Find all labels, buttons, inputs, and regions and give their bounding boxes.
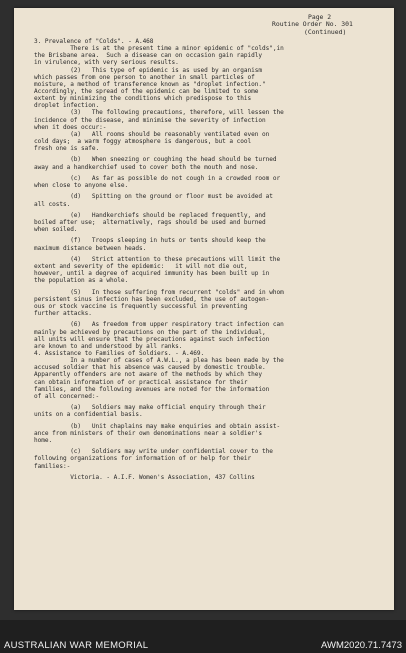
routine-order-number: Routine Order No. 301: [272, 20, 353, 29]
text-line: the population as a whole.: [34, 277, 129, 285]
text-line: (f) Troops sleeping in huts or tents should keep the: [34, 237, 266, 245]
text-line: further attacks.: [34, 310, 92, 318]
archive-reference: AWM2020.71.7473: [321, 640, 402, 651]
text-line: cold days; a warm foggy atmosphere is dangerous, but a cool: [34, 137, 252, 145]
text-line: incidence of the disease, and minimise the severity of infection: [34, 116, 266, 124]
text-line: persistent sinus infection has been excluded, the use of autogen-: [34, 295, 270, 303]
text-line: (6) As freedom from upper respiratory tract infection can: [34, 321, 284, 329]
text-line: which passes from one person to another in small particles of: [34, 73, 255, 81]
text-line: (a) Soldiers may make official enquiry through their: [34, 404, 266, 412]
text-line: when it does occur:-: [34, 123, 107, 131]
text-line: units on a confidential basis.: [34, 411, 143, 419]
text-line: mainly be achieved by precautions on the part of the individual,: [34, 328, 266, 336]
text-line: (e) Handkerchiefs should be replaced frequently, and: [34, 211, 266, 219]
text-line: (b) When sneezing or coughing the head should be turned: [34, 156, 277, 164]
text-line: 4. Assistance to Families of Soldiers. - A.469.: [34, 349, 205, 357]
typed-body-text: [34, 38, 382, 481]
text-line: Accordingly, the spread of the epidemic can be limited to some: [34, 87, 259, 95]
text-line: all costs.: [34, 200, 71, 208]
page-header: [272, 14, 382, 36]
text-line: when soiled.: [34, 226, 78, 234]
text-line: families:-: [34, 462, 71, 470]
text-line: droplet infection.: [34, 102, 100, 110]
archive-footer: [0, 620, 406, 653]
text-line: home.: [34, 436, 53, 444]
text-line: when close to anyone else.: [34, 182, 129, 190]
text-line: can obtain information of or practical assistance for their: [34, 378, 248, 386]
text-line: of all concerned:-: [34, 392, 100, 400]
page-number: Page 2: [308, 13, 332, 21]
text-line: (4) Strict attention to these precautions will limit the: [34, 255, 281, 263]
text-line: boiled after use; alternatively, rags should be used and burned: [34, 218, 266, 226]
text-line: extent by minimizing the conditions which predispose to this: [34, 95, 252, 103]
text-line: are known to and understood by all ranks.: [34, 342, 183, 350]
text-line: families, and the following avenues are noted for the information: [34, 385, 270, 393]
text-line: In a number of cases of A.W.L., a plea has been made by the: [34, 357, 284, 365]
text-line: Apparently offenders are not aware of the methods by which they: [34, 371, 262, 379]
text-line: (d) Spitting on the ground or floor must be avoided at: [34, 193, 273, 201]
text-line: (c) Soldiers may write under confidential cover to the: [34, 448, 273, 456]
document-page: [14, 8, 394, 610]
text-line: however, until a degree of acquired immunity has been built up in: [34, 270, 270, 278]
text-line: following organizations for information of or help for their: [34, 455, 252, 463]
text-line: There is at the present time a minor epidemic of "colds",in: [34, 45, 284, 53]
text-line: maximum distance between heads.: [34, 244, 147, 252]
text-line: fresh one is safe.: [34, 145, 100, 153]
text-line: in virulence, with very serious results.: [34, 59, 179, 67]
text-line: (2) This type of epidemic is as used by an organism: [34, 66, 262, 74]
text-line: extent and severity of the epidemic: it will not die out,: [34, 263, 248, 271]
text-line: (5) In those suffering from recurrent "colds" and in whom: [34, 288, 284, 296]
archive-name: AUSTRALIAN WAR MEMORIAL: [4, 640, 149, 651]
text-line: 3. Prevalence of "Colds". - A.468: [34, 38, 154, 45]
text-line: ance from ministers of their own denominations near a soldier's: [34, 429, 262, 437]
text-line: (a) All rooms should be reasonably ventilated even on: [34, 130, 270, 138]
text-line: all units will ensure that the precautions against such infection: [34, 335, 270, 343]
text-line: the Brisbane area. Such a disease can on occasion gain rapidly: [34, 52, 262, 60]
text-line: Victoria. - A.I.F. Women's Association, 437 Collins: [34, 473, 255, 481]
text-line: (c) As far as possible do not cough in a crowded room or: [34, 174, 281, 182]
text-line: away and a handkerchief used to cover both the mouth and nose.: [34, 163, 259, 171]
text-line: moisture, a method of transference known as "droplet infection.": [34, 80, 266, 88]
text-line: accused soldier that his absence was caused by domestic trouble.: [34, 364, 266, 372]
continued-label: (Continued): [304, 27, 347, 36]
text-line: (3) The following precautions, therefore, will lessen the: [34, 109, 284, 117]
text-line: ous or stock vaccine is frequently successful in preventing: [34, 302, 248, 310]
text-line: (b) Unit chaplains may make enquiries and obtain assist-: [34, 422, 281, 430]
